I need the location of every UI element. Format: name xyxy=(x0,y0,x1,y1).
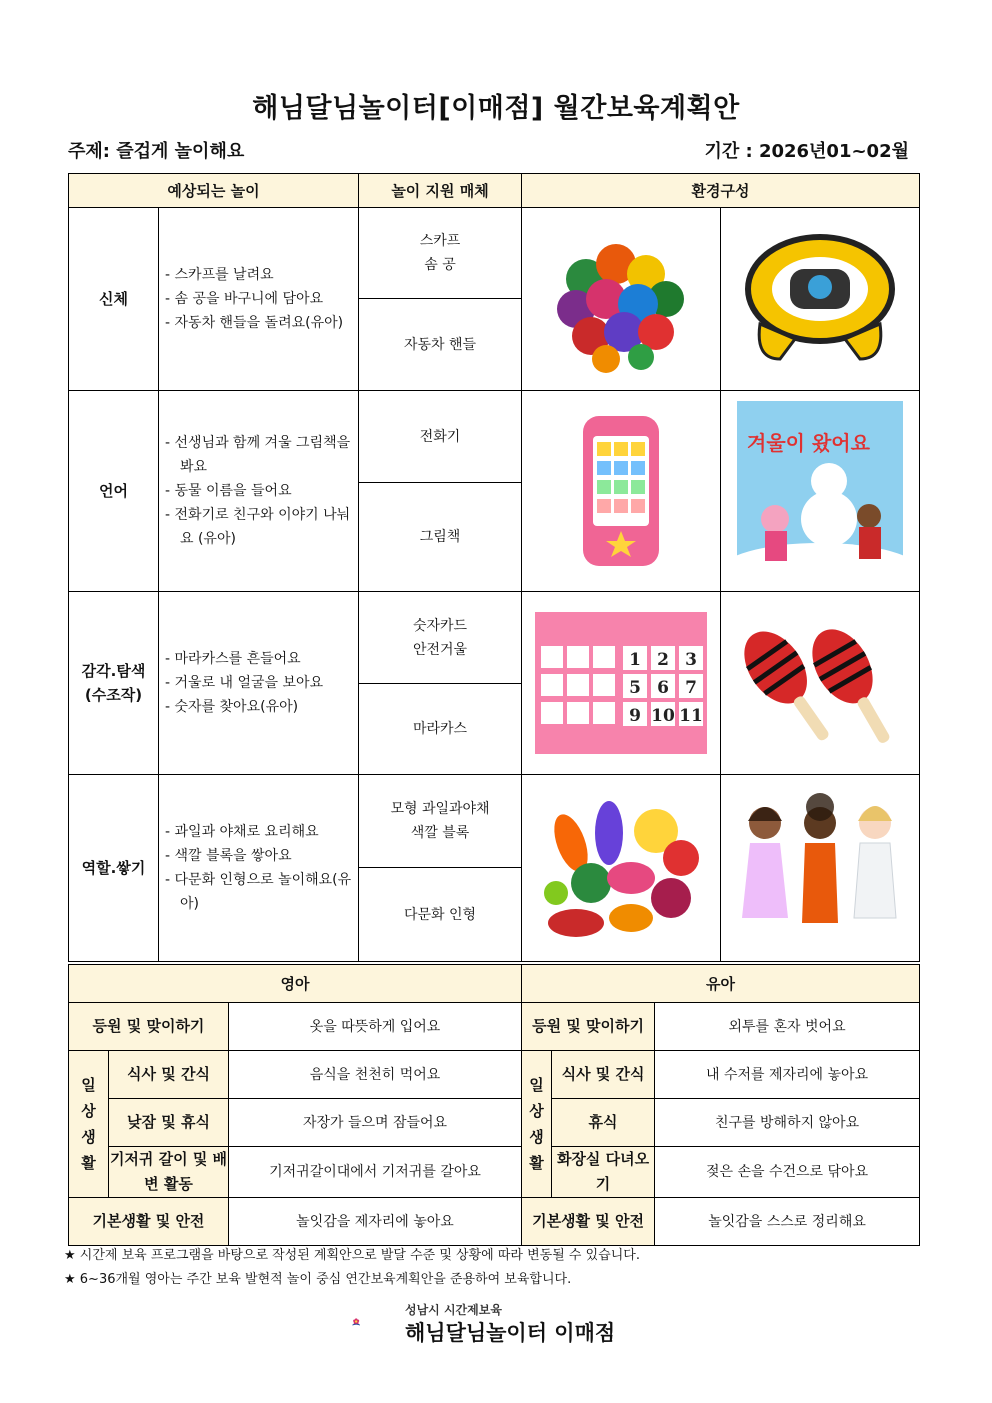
daily-row-meal xyxy=(69,1051,920,1099)
infant-nap-value: 자장가 들으며 잠들어요 xyxy=(229,1099,522,1147)
svg-text:7: 7 xyxy=(685,678,697,698)
activity-list xyxy=(159,391,359,592)
activity-item: - 동물 이름을 들어요 xyxy=(165,479,358,503)
activity-item: - 숫자를 찾아요(유아) xyxy=(165,695,358,719)
svg-text:1: 1 xyxy=(629,650,641,670)
toddler-meal-value: 내 수저를 제자리에 놓아요 xyxy=(655,1051,920,1099)
toddler-toilet-value: 젖은 손을 수건으로 닦아요 xyxy=(655,1147,920,1198)
header-expected-play: 예상되는 놀이 xyxy=(69,174,359,208)
media-cell: 전화기 xyxy=(359,391,522,483)
activity-item: - 과일과 야채로 요리해요 xyxy=(165,820,358,844)
pompom-balls-image xyxy=(522,208,721,391)
infant-arrival-label: 등원 및 맞이하기 xyxy=(69,1003,229,1051)
flower-logo-icon xyxy=(352,1297,402,1347)
header-environment: 환경구성 xyxy=(522,174,920,208)
toddler-header: 유아 xyxy=(522,965,920,1003)
subject-label: 주제: 즐겁게 놀이해요 xyxy=(68,141,245,162)
toddler-daily-life-label: 일상생활 xyxy=(522,1051,552,1198)
svg-text:10: 10 xyxy=(651,706,675,726)
activity-item: - 전화기로 친구와 이야기 나눠요 (유아) xyxy=(165,503,358,551)
infant-diaper-value: 기저귀갈이대에서 기저귀를 갈아요 xyxy=(229,1147,522,1198)
infant-meal-label: 식사 및 간식 xyxy=(109,1051,229,1099)
activity-list xyxy=(159,208,359,391)
activity-item: - 자동차 핸들을 돌려요(유아) xyxy=(165,311,358,335)
category-label: 신체 xyxy=(69,208,159,391)
period-label: 기간 : 2026년01~02월 xyxy=(704,141,909,162)
page-title: 해님달님놀이터[이매점] 월간보육계획안 xyxy=(252,93,740,124)
daily-row-rest xyxy=(69,1099,920,1147)
plan-row-language xyxy=(69,391,920,483)
activity-item: - 솜 공을 바구니에 담아요 xyxy=(165,287,358,311)
category-label: 역할.쌓기 xyxy=(69,775,159,962)
multicultural-dolls-image xyxy=(721,775,920,962)
daily-row-safety xyxy=(69,1198,920,1246)
toddler-arrival-label: 등원 및 맞이하기 xyxy=(522,1003,655,1051)
plan-table xyxy=(68,173,920,962)
plan-header-row xyxy=(69,174,920,208)
toddler-safety-label: 기본생활 및 안전 xyxy=(522,1198,655,1246)
media-cell: 숫자카드 안전거울 xyxy=(359,592,522,684)
plan-row-roleplay xyxy=(69,775,920,868)
infant-nap-label: 낮잠 및 휴식 xyxy=(109,1099,229,1147)
category-label: 언어 xyxy=(69,391,159,592)
header-support-media: 놀이 지원 매체 xyxy=(359,174,522,208)
number-cards-image xyxy=(522,592,721,775)
svg-text:11: 11 xyxy=(679,706,703,726)
media-cell: 다문화 인형 xyxy=(359,868,522,962)
activity-item: - 마라카스를 흔들어요 xyxy=(165,647,358,671)
daily-row-arrival xyxy=(69,1003,920,1051)
activity-item: - 스카프를 날려요 xyxy=(165,263,358,287)
toddler-toilet-label: 화장실 다녀오기 xyxy=(552,1147,655,1198)
svg-text:5: 5 xyxy=(629,678,641,698)
infant-diaper-label: 기저귀 갈이 및 배변 활동 xyxy=(109,1147,229,1198)
toddler-rest-value: 친구를 방해하지 않아요 xyxy=(655,1099,920,1147)
media-cell: 마라카스 xyxy=(359,684,522,775)
svg-text:3: 3 xyxy=(685,650,697,670)
svg-text:9: 9 xyxy=(629,706,641,726)
svg-text:2: 2 xyxy=(657,650,669,670)
daily-header-row xyxy=(69,965,920,1003)
activity-item: - 선생님과 함께 겨울 그림책을 봐요 xyxy=(165,431,358,479)
activity-item: - 거울로 내 얼굴을 보아요 xyxy=(165,671,358,695)
footer-name: 해님달님놀이터 이매점 xyxy=(405,1321,616,1345)
toddler-rest-label: 휴식 xyxy=(552,1099,655,1147)
fruit-vegetable-image xyxy=(522,775,721,962)
media-cell: 모형 과일과야채 색깔 블록 xyxy=(359,775,522,868)
infant-arrival-value: 옷을 따뜻하게 입어요 xyxy=(229,1003,522,1051)
book-title: 겨울이 왔어요 xyxy=(747,431,870,455)
toy-phone-image xyxy=(522,391,721,592)
plan-row-sensory xyxy=(69,592,920,684)
infant-meal-value: 음식을 천천히 먹어요 xyxy=(229,1051,522,1099)
note-1: ★ 시간제 보육 프로그램을 바탕으로 작성된 계획안으로 발달 수준 및 상황에 따라 변동될 수 있습니다. xyxy=(64,1248,640,1263)
media-cell: 스카프 솜 공 xyxy=(359,208,522,299)
plan-row-physical xyxy=(69,208,920,299)
infant-safety-label: 기본생활 및 안전 xyxy=(69,1198,229,1246)
infant-header: 영아 xyxy=(69,965,522,1003)
daily-life-table xyxy=(68,964,920,1246)
winter-book-image xyxy=(721,391,920,592)
maracas-image xyxy=(721,592,920,775)
note-2: ★ 6~36개월 영아는 주간 보육 발현적 놀이 중심 연간보육계획안을 준용하여 보육합니다. xyxy=(64,1272,572,1287)
media-cell: 그림책 xyxy=(359,483,522,592)
infant-safety-value: 놀잇감을 제자리에 놓아요 xyxy=(229,1198,522,1246)
media-cell: 자동차 핸들 xyxy=(359,299,522,391)
svg-text:6: 6 xyxy=(657,678,669,698)
category-label: 감각.탐색 (수조작) xyxy=(69,592,159,775)
toddler-safety-value: 놀잇감을 스스로 정리해요 xyxy=(655,1198,920,1246)
footer-org: 성남시 시간제보육 xyxy=(405,1303,502,1317)
activity-item: - 색깔 블록을 쌓아요 xyxy=(165,844,358,868)
infant-daily-life-label: 일상생활 xyxy=(69,1051,109,1198)
toddler-arrival-value: 외투를 혼자 벗어요 xyxy=(655,1003,920,1051)
activity-item: - 다문화 인형으로 놀이해요(유아) xyxy=(165,868,358,916)
steering-wheel-image xyxy=(721,208,920,391)
activity-list xyxy=(159,592,359,775)
toddler-meal-label: 식사 및 간식 xyxy=(552,1051,655,1099)
daily-row-toilet xyxy=(69,1147,920,1198)
activity-list xyxy=(159,775,359,962)
